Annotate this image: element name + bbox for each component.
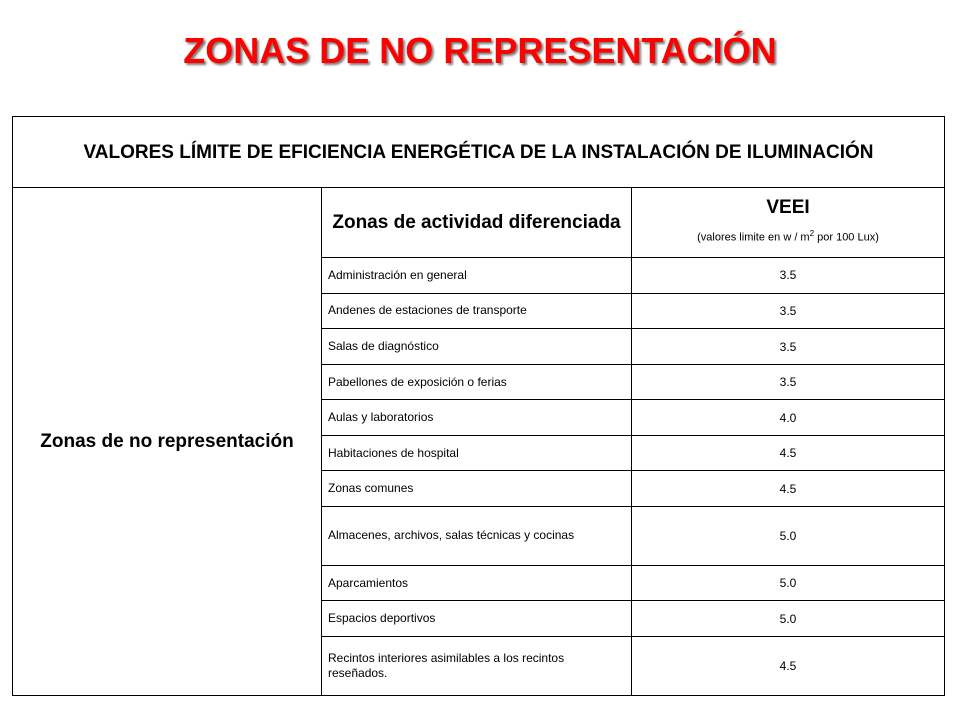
row-name: Almacenes, archivos, salas técnicas y cocinas [322, 507, 632, 566]
column-header-veei [632, 188, 945, 258]
row-value: 3.5 [632, 293, 945, 329]
slide-title: ZONAS DE NO REPRESENTACIÓN [183, 30, 777, 71]
veei-table [12, 116, 945, 696]
row-value: 3.5 [632, 329, 945, 365]
row-value: 5.0 [632, 601, 945, 637]
row-value: 3.5 [632, 364, 945, 400]
row-value: 4.0 [632, 400, 945, 436]
row-name: Espacios deportivos [322, 601, 632, 637]
row-value: 4.5 [632, 435, 945, 471]
row-name: Salas de diagnóstico [322, 329, 632, 365]
row-name: Aulas y laboratorios [322, 400, 632, 436]
row-name: Habitaciones de hospital [322, 435, 632, 471]
row-name: Pabellones de exposición o ferias [322, 364, 632, 400]
row-value: 5.0 [632, 565, 945, 601]
row-name: Administración en general [322, 258, 632, 294]
column-header-activity: Zonas de actividad diferenciada [322, 188, 632, 258]
row-name: Andenes de estaciones de transporte [322, 293, 632, 329]
veei-title: VEEI [766, 196, 810, 218]
row-name: Zonas comunes [322, 471, 632, 507]
table-header: VALORES LÍMITE DE EFICIENCIA ENERGÉTICA DE LA INSTALACIÓN DE ILUMINACIÓN [13, 117, 945, 188]
row-value: 4.5 [632, 471, 945, 507]
row-name: Aparcamientos [322, 565, 632, 601]
row-value: 3.5 [632, 258, 945, 294]
zone-label: Zonas de no representación [13, 188, 322, 696]
row-name: Recintos interiores asimilables a los recintos reseñados. [322, 637, 632, 696]
row-value: 4.5 [632, 637, 945, 696]
veei-subtitle: (valores limite en w / $m^2$ por 100 Lux) [697, 228, 879, 244]
row-value: 5.0 [632, 507, 945, 566]
